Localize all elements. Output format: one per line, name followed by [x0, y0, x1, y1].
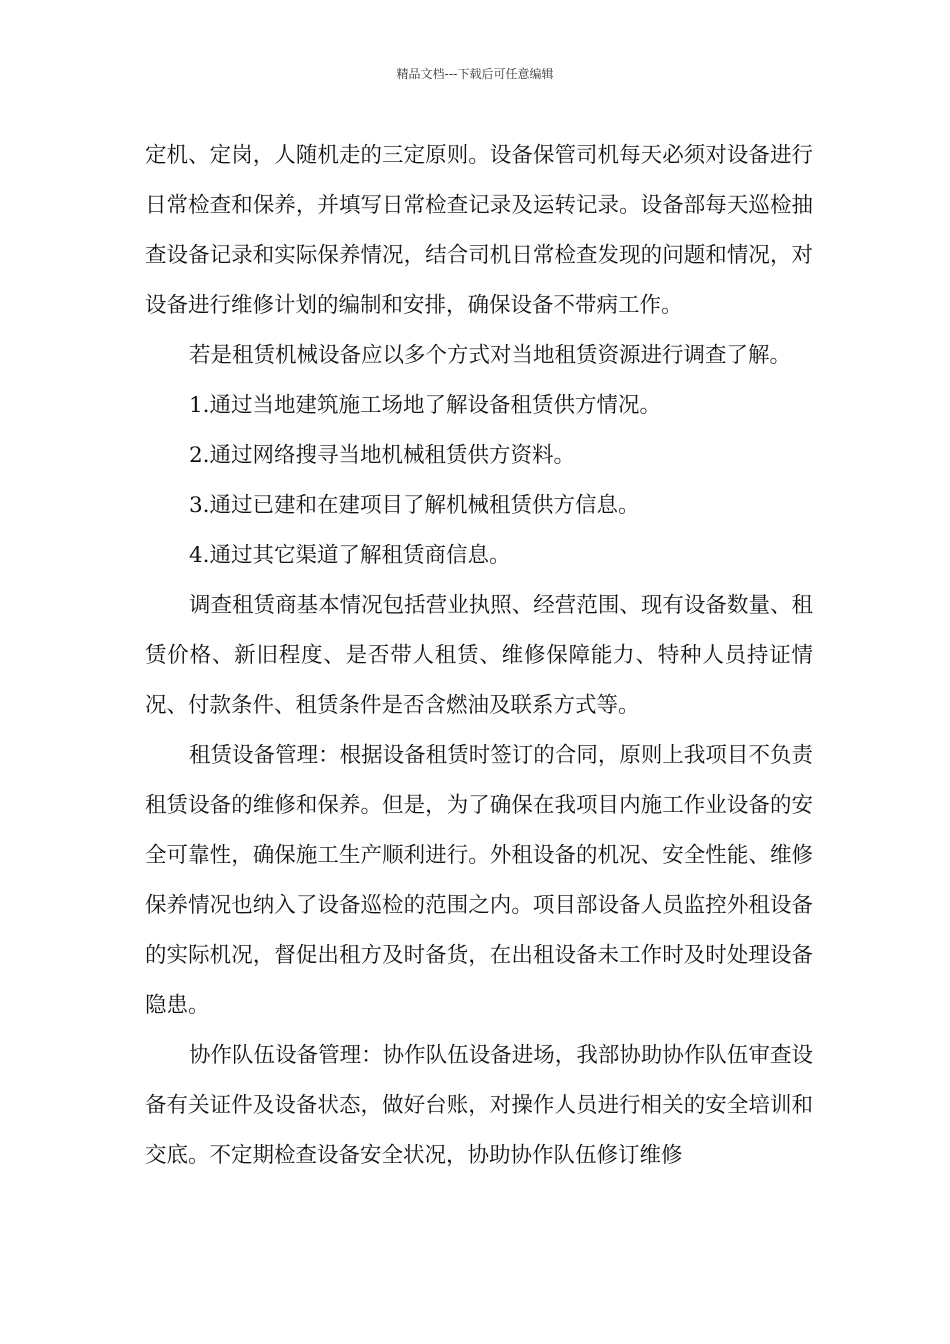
document-body	[145, 131, 813, 1181]
list-item-4: 4.通过其它渠道了解租赁商信息。	[189, 543, 511, 568]
page-header: 精品文档---下载后可任意编辑	[396, 67, 554, 81]
paragraph-partner-equipment: 协作队伍设备管理：协作队伍设备进场，我部协助协作队伍审查设备有关证件及设备状态，做好台账，对操作人员进行相关的安全培训和交底。不定期检查设备安全状况，协助协作队伍修订维修	[145, 1043, 813, 1168]
paragraph-continuation: 定机、定岗，人随机走的三定原则。设备保管司机每天必须对设备进行日常检查和保养，并填写日常检查记录及运转记录。设备部每天巡检抽查设备记录和实际保养情况，结合司机日常检查发现的问题和情况，对设备进行维修计划的编制和安排，确保设备不带病工作。	[145, 143, 813, 318]
paragraph-leasing-intro: 若是租赁机械设备应以多个方式对当地租赁资源进行调查了解。	[189, 343, 792, 368]
list-item-3: 3.通过已建和在建项目了解机械租赁供方信息。	[189, 493, 640, 518]
paragraph-lessor-survey: 调查租赁商基本情况包括营业执照、经营范围、现有设备数量、租赁价格、新旧程度、是否带人租赁、维修保障能力、特种人员持证情况、付款条件、租赁条件是否含燃油及联系方式等。	[145, 593, 813, 718]
paragraph-leased-equipment: 租赁设备管理：根据设备租赁时签订的合同，原则上我项目不负责租赁设备的维修和保养。但是，为了确保在我项目内施工作业设备的安全可靠性，确保施工生产顺利进行。外租设备的机况、安全性能、维修保养情况也纳入了设备巡检的范围之内。项目部设备人员监控外租设备的实际机况，督促出租方及时备货，在出租设备未工作时及时处理设备隐患。	[145, 743, 813, 1018]
list-item-1: 1.通过当地建筑施工场地了解设备租赁供方情况。	[189, 393, 662, 418]
list-item-2: 2.通过网络搜寻当地机械租赁供方资料。	[189, 443, 576, 468]
